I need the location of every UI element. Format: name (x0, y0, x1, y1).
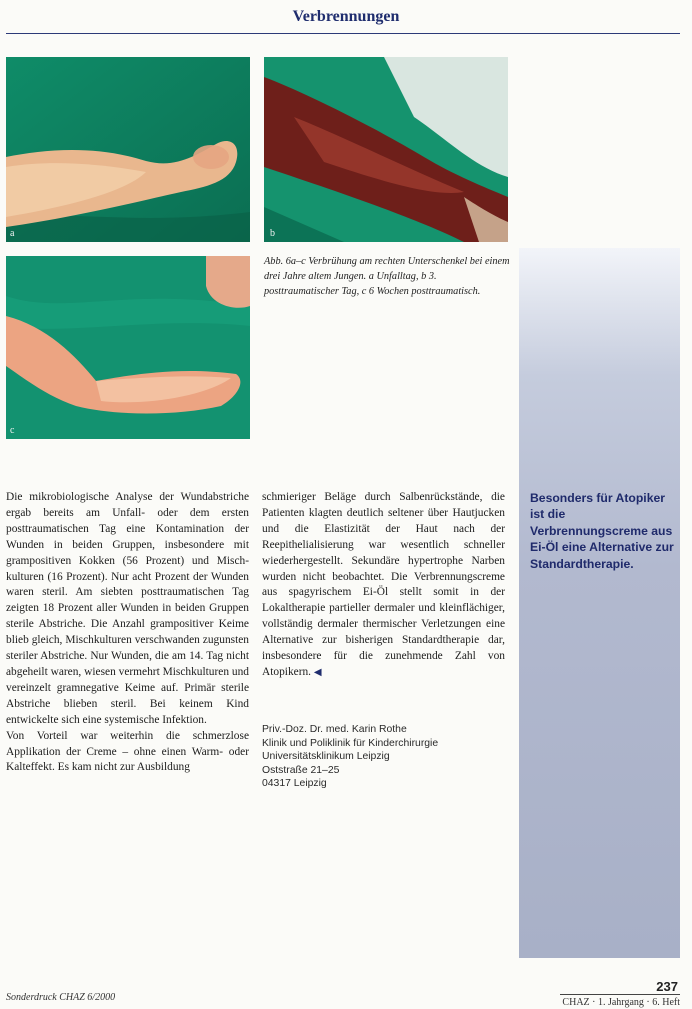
author-department: Klinik und Poliklinik für Kinderchirurgie (262, 737, 439, 749)
body-paragraph (262, 490, 505, 681)
body-text: schmieriger Beläge durch Salbenrückstände, die Patienten klagten deutlich seltener über Hautjucken und die Elastizität der Haut nach der Reepithelialisierung war wesentlich schneller wiederhergestellt. Sekundäre hypertrophe Narben wurden nicht beobachtet. Die Verbrennungscreme aus spagyrischem Ei-Öl stellt somit in der Lokaltherapie partieller dermaler und kleinflächiger, vollständig dermaler thermischer Verletzungen eine Alternative zur bisherigen Standardtherapie dar, insbesondere für die zunehmende Zahl von Atopikern. (262, 491, 505, 678)
author-name: Priv.-Doz. Dr. med. Karin Rothe (262, 724, 407, 735)
author-city: 04317 Leipzig (262, 778, 327, 790)
author-street: Oststraße 21–25 (262, 764, 340, 776)
header-rule (6, 33, 680, 34)
footer-journal-info: CHAZ · 1. Jahrgang · 6. Heft (562, 997, 680, 1008)
figure-caption: Abb. 6a–c Verbrühung am rechten Unterschenkel bei einem drei Jahre altem Jungen. a Unfalltag, b 3. posttraumatischer Tag, c 6 Wochen posttraumatisch. (264, 256, 510, 297)
author-address (262, 723, 502, 791)
page-header-title: Verbrennungen (292, 8, 400, 25)
photo-a (6, 57, 250, 242)
footer-rule (560, 994, 680, 995)
pull-quote: Besonders für Atopiker ist die Verbrennungscreme aus Ei-Öl eine Alternative zur Standardtherapie. (530, 491, 674, 571)
sidebar-panel (519, 248, 680, 958)
body-paragraph: Die mikrobiologische Analyse der Wundabstriche ergab bereits am Unfall- oder dem ersten posttraumatischen Tag eine Kontamination der Wunden in beiden Gruppen, insbesondere mit grampositiven Kokken (56 Prozent) und Mischkulturen (16 Prozent). Nur acht Prozent der Wunden waren steril. Am siebten posttraumatischen Tag zeigten 18 Prozent aller Wunden in beiden Gruppen sterile Abstriche. Die Anzahl grampositiver Keime blieb gleich, Mischkulturen verschwanden zugunsten steriler Abstriche. Nur Wunden, die am 14. Tag nicht abgeheilt waren, wiesen vermehrt Mischkulturen und vereinzelt gramnegative Keime auf. Primär sterile Abstriche blieben steril. Bei keinem Kind entwickelte sich eine systemische Infektion. (6, 491, 249, 726)
end-mark-icon: ◀ (313, 666, 322, 678)
footer-reprint-note: Sonderdruck CHAZ 6/2000 (6, 992, 116, 1003)
photo-b (264, 57, 508, 242)
photo-a-label: a (10, 228, 15, 239)
body-column-2 (262, 490, 505, 681)
author-institution: Universitätsklinikum Leipzig (262, 751, 390, 763)
photo-b-label: b (270, 228, 275, 239)
body-column-1 (6, 490, 249, 776)
photo-c-label: c (10, 425, 15, 436)
page-number: 237 (656, 979, 678, 994)
body-paragraph: Von Vorteil war weiterhin die schmerzlose Applikation der Creme – ohne einen Warm- oder Kalteffekt. Es kam nicht zur Ausbildung (6, 729, 249, 774)
photo-c (6, 256, 250, 439)
